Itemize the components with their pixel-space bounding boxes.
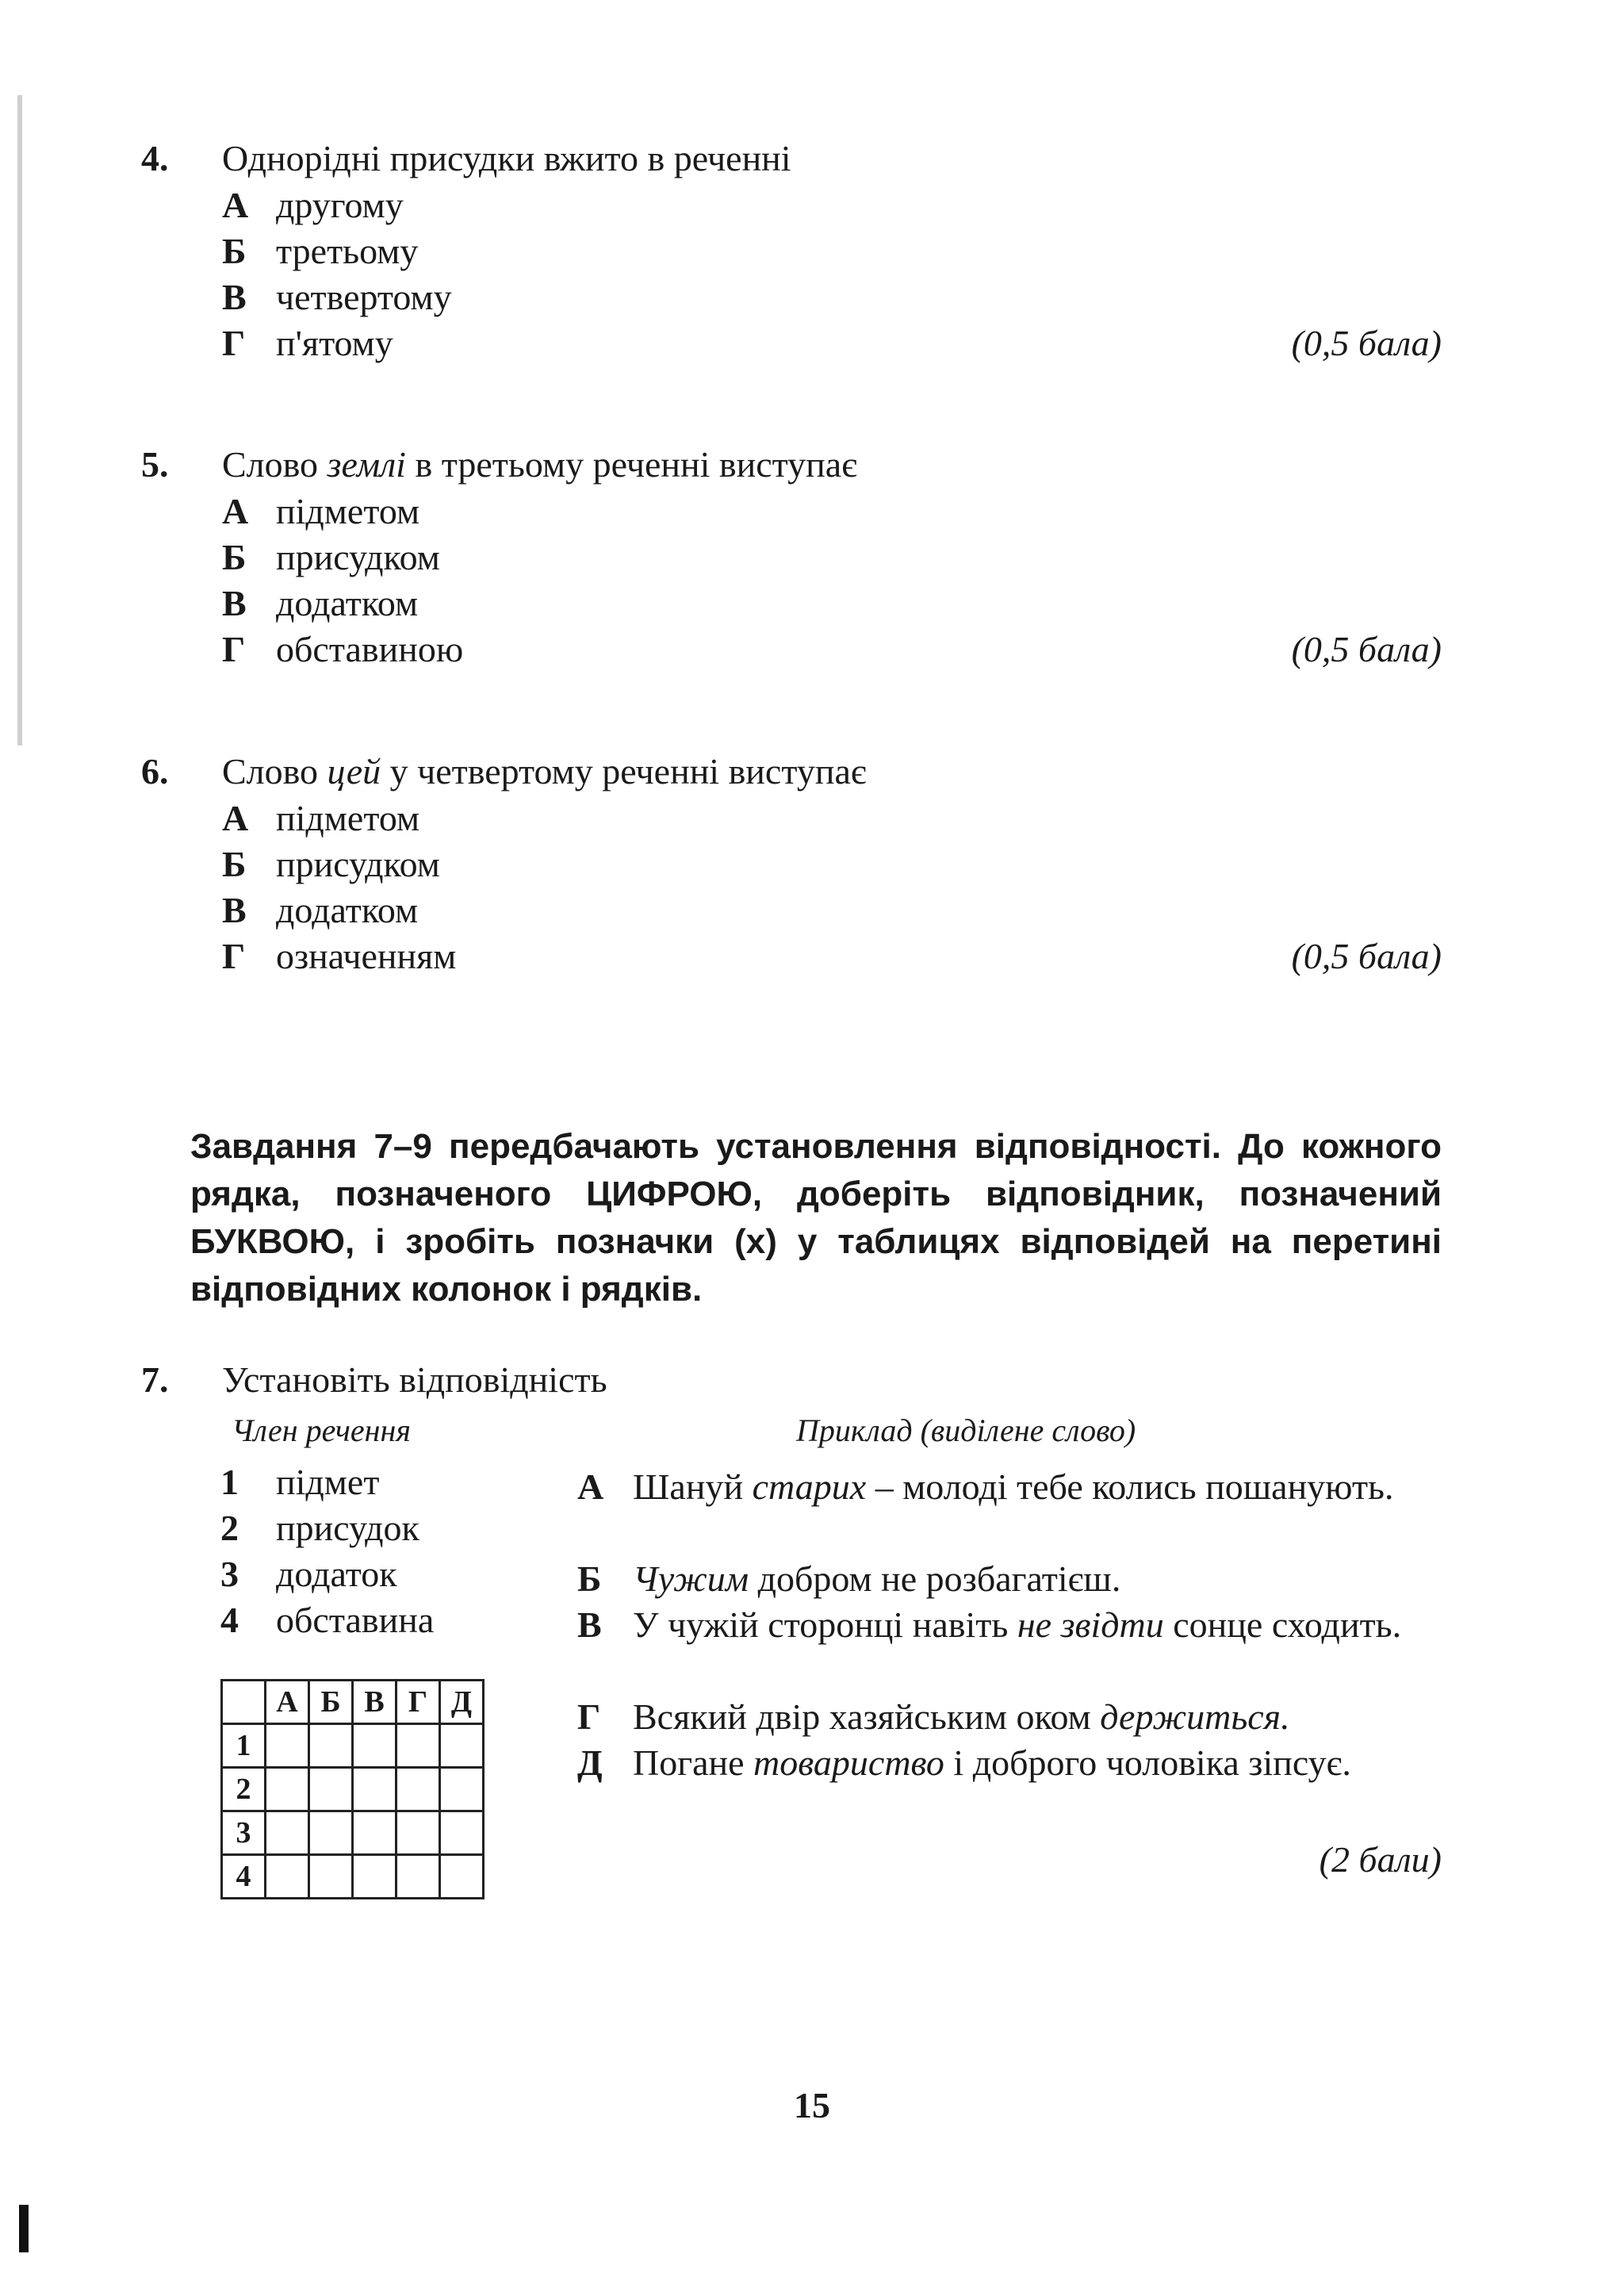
member-number: 4 — [220, 1600, 239, 1640]
grid-answer-cell[interactable] — [353, 1768, 396, 1811]
option-letter: Г — [222, 323, 246, 363]
member-text: додаток — [276, 1554, 397, 1594]
example-text — [633, 1556, 1434, 1602]
option-text: третьому — [276, 231, 419, 271]
member-text: обставина — [276, 1600, 435, 1640]
question-text — [222, 441, 857, 489]
question-header — [141, 135, 1442, 182]
grid-column-label: А — [266, 1681, 309, 1724]
grid-answer-cell[interactable] — [309, 1724, 353, 1768]
example-text — [633, 1602, 1434, 1648]
grid-row — [222, 1768, 484, 1811]
grid-header-row — [222, 1681, 484, 1724]
option-text: означенням — [276, 936, 457, 976]
grid-answer-cell[interactable] — [266, 1768, 309, 1811]
option — [141, 228, 1442, 274]
question-text-part: Слово — [222, 751, 327, 792]
grid-answer-cell[interactable] — [440, 1855, 484, 1899]
question-text: Однорідні присудки вжито в реченні — [222, 138, 791, 178]
grid-answer-cell[interactable] — [266, 1724, 309, 1768]
column-header-members: Член речення — [232, 1412, 411, 1448]
page-number: 15 — [794, 2085, 830, 2125]
example-text-part: У чужій сторонці навіть — [633, 1604, 1017, 1645]
example-item — [577, 1740, 1434, 1786]
option-letter: А — [222, 491, 249, 531]
option-text: додатком — [276, 890, 419, 930]
grid-answer-cell[interactable] — [309, 1811, 353, 1855]
question-text — [222, 748, 867, 795]
option-text: присудком — [276, 844, 440, 884]
grid-row-label: 3 — [222, 1811, 266, 1855]
example-letter: Д — [577, 1742, 603, 1783]
grid-answer-cell[interactable] — [309, 1768, 353, 1811]
option — [141, 627, 1442, 673]
example-text-part: сонце сходить. — [1163, 1604, 1402, 1645]
example-text-part: добром не розбагатієш. — [749, 1558, 1121, 1599]
example-text — [633, 1740, 1434, 1786]
answer-grid — [220, 1679, 485, 1899]
grid-answer-cell[interactable] — [396, 1855, 440, 1899]
member-item — [220, 1459, 538, 1505]
option-text: присудком — [276, 537, 440, 577]
example-letter: А — [577, 1466, 604, 1507]
grid-column-label: Г — [396, 1681, 440, 1724]
grid-answer-cell[interactable] — [440, 1768, 484, 1811]
option-text: підметом — [276, 798, 420, 838]
member-text: присудок — [276, 1508, 419, 1548]
option — [141, 841, 1442, 887]
highlighted-word: Чужим — [633, 1558, 749, 1599]
grid-column-label: В — [353, 1681, 396, 1724]
option-letter: Б — [222, 231, 247, 271]
grid-column-label: Д — [440, 1681, 484, 1724]
grid-column-label: Б — [309, 1681, 353, 1724]
option-text: другому — [276, 185, 404, 225]
example-item — [577, 1464, 1434, 1510]
question-number: 4. — [141, 138, 169, 178]
question-keyword: цей — [327, 751, 381, 792]
grid-answer-cell[interactable] — [309, 1855, 353, 1899]
score-label: (0,5 бала) — [1291, 323, 1442, 363]
question-header — [141, 441, 1442, 489]
member-item — [220, 1597, 538, 1643]
example-letter: В — [577, 1604, 602, 1645]
example-item — [577, 1556, 1434, 1602]
grid-row — [222, 1724, 484, 1768]
example-text-part: Всякий двір хазяйським оком — [633, 1696, 1101, 1737]
score-label: (0,5 бала) — [1291, 936, 1442, 976]
example-text-part: Шануй — [633, 1466, 753, 1507]
option-text: додатком — [276, 583, 419, 623]
instruction-paragraph: Завдання 7–9 передбачають установлення відповідності. До кожного рядка, позначеного ЦИФРОЮ, доберіть відповідник, позначений БУКВОЮ, і зробіть позначки (х) у таблицях відповідей на перетині відповідних колонок і рядків. — [190, 1127, 1442, 1309]
option-letter: Г — [222, 629, 246, 669]
member-text: підмет — [276, 1462, 380, 1502]
question-7 — [141, 1356, 1442, 1404]
grid-answer-cell[interactable] — [396, 1768, 440, 1811]
question-header — [141, 1356, 1442, 1404]
example-letter: Б — [577, 1558, 602, 1599]
grid-row-label: 2 — [222, 1768, 266, 1811]
member-item — [220, 1551, 538, 1597]
question-text-part: в третьому реченні виступає — [405, 444, 857, 485]
question-number: 5. — [141, 444, 169, 485]
example-text-part: і доброго чоловіка зіпсує. — [944, 1742, 1351, 1783]
option-letter: Б — [222, 537, 247, 577]
grid-row — [222, 1811, 484, 1855]
option-letter: Г — [222, 936, 246, 976]
grid-row-label: 1 — [222, 1724, 266, 1768]
highlighted-word: держиться. — [1100, 1696, 1290, 1737]
question-5 — [141, 441, 1442, 673]
question-keyword: землі — [327, 444, 406, 485]
member-number: 1 — [220, 1462, 239, 1502]
option — [141, 274, 1442, 320]
option — [141, 933, 1442, 979]
option-letter: В — [222, 277, 247, 317]
example-text-part: – молоді тебе колись пошанують. — [866, 1466, 1394, 1507]
option-letter: В — [222, 890, 247, 930]
option — [141, 535, 1442, 581]
question-header — [141, 748, 1442, 795]
option — [141, 887, 1442, 933]
grid-corner-cell — [222, 1681, 266, 1724]
scan-edge-mark — [19, 2205, 29, 2252]
option — [141, 795, 1442, 841]
example-item — [577, 1602, 1434, 1648]
grid-answer-cell[interactable] — [440, 1811, 484, 1855]
member-item — [220, 1505, 538, 1551]
question-text: Установіть відповідність — [222, 1359, 607, 1400]
score-label: (2 бали) — [1319, 1839, 1442, 1880]
grid-answer-cell[interactable] — [440, 1724, 484, 1768]
highlighted-word: старих — [752, 1466, 867, 1507]
option-text: підметом — [276, 491, 420, 531]
grid-row-label: 4 — [222, 1855, 266, 1899]
option-text: четвертому — [276, 277, 452, 317]
grid-answer-cell[interactable] — [353, 1724, 396, 1768]
option-letter: Б — [222, 844, 247, 884]
grid-answer-cell[interactable] — [266, 1811, 309, 1855]
option-letter: А — [222, 185, 249, 225]
option-text: п'ятому — [276, 323, 393, 363]
question-6 — [141, 748, 1442, 979]
example-text — [633, 1464, 1434, 1510]
example-letter: Г — [577, 1696, 601, 1737]
grid-answer-cell[interactable] — [396, 1811, 440, 1855]
option — [141, 581, 1442, 627]
option — [141, 182, 1442, 228]
example-text — [633, 1694, 1434, 1740]
grid-answer-cell[interactable] — [266, 1855, 309, 1899]
grid-answer-cell[interactable] — [353, 1811, 396, 1855]
member-number: 3 — [220, 1554, 239, 1594]
highlighted-word: товариство — [753, 1742, 944, 1783]
column-header-examples: Приклад (виділене слово) — [796, 1412, 1136, 1448]
example-text-part: Погане — [633, 1742, 754, 1783]
option — [141, 320, 1442, 366]
scan-edge-mark — [17, 95, 22, 746]
option-letter: В — [222, 583, 247, 623]
score-label: (0,5 бала) — [1291, 629, 1442, 669]
member-number: 2 — [220, 1508, 239, 1548]
grid-row — [222, 1855, 484, 1899]
example-item — [577, 1694, 1434, 1740]
question-text-part: у четвертому реченні виступає — [381, 751, 867, 792]
option-text: обставиною — [276, 629, 464, 669]
option — [141, 489, 1442, 535]
question-number: 7. — [141, 1359, 169, 1400]
grid-answer-cell[interactable] — [396, 1724, 440, 1768]
question-4 — [141, 135, 1442, 366]
grid-answer-cell[interactable] — [353, 1855, 396, 1899]
highlighted-word: не звідти — [1017, 1604, 1164, 1645]
option-letter: А — [222, 798, 249, 838]
question-number: 6. — [141, 751, 169, 792]
question-text-part: Слово — [222, 444, 327, 485]
